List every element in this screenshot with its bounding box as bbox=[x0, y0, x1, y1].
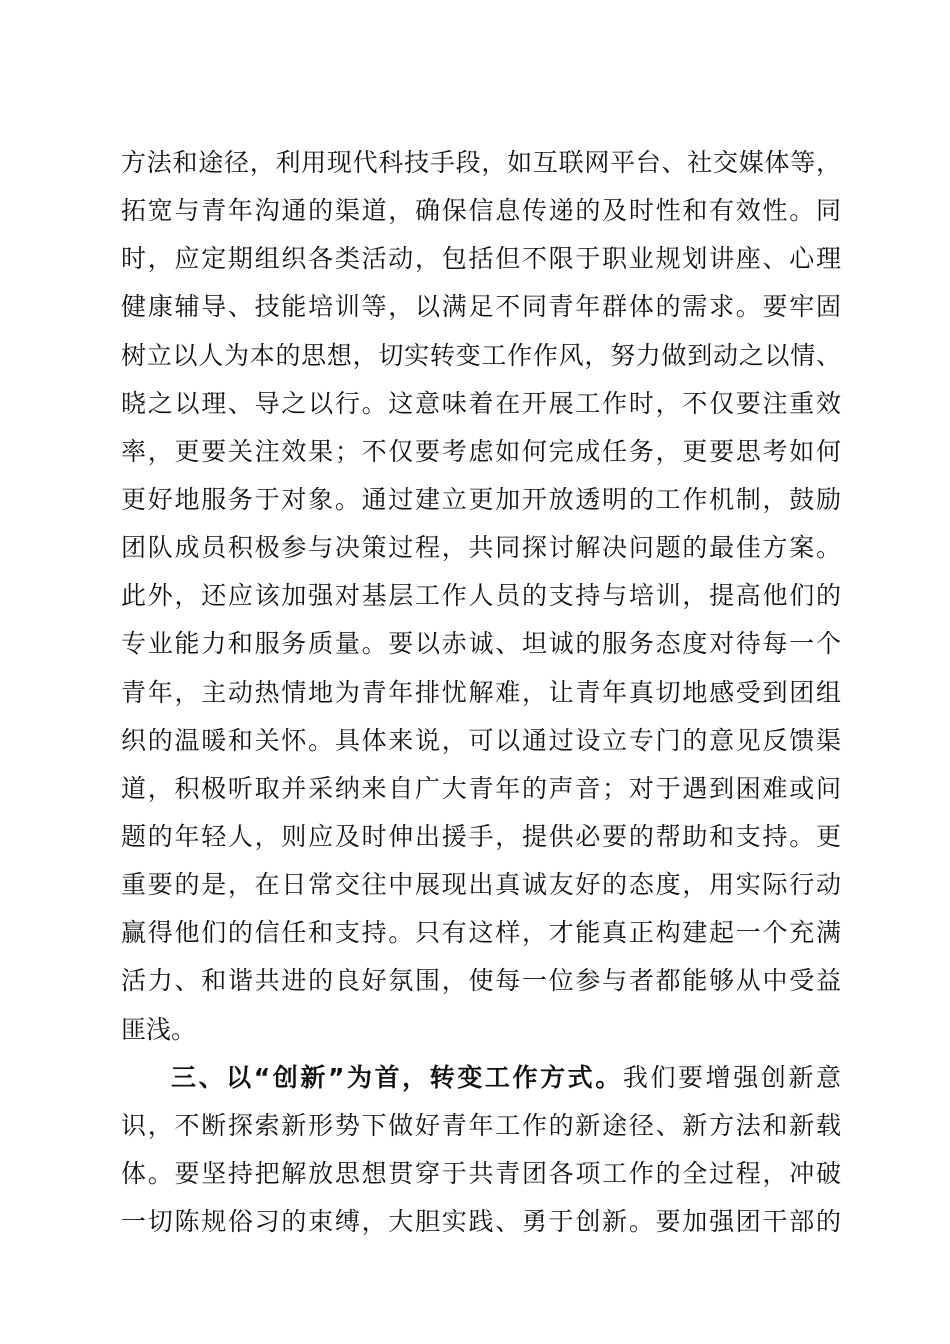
text-line: 此外，还应该加强对基层工作人员的支持与培训，提高他们的 bbox=[121, 581, 841, 611]
text-line: 团队成员积极参与决策过程，共同探讨解决问题的最佳方案。 bbox=[121, 533, 841, 563]
text-line: 织的温暖和关怀。具体来说，可以通过设立专门的意见反馈渠 bbox=[121, 725, 841, 755]
text-line: 活力、和谐共进的良好氛围，使每一位参与者都能够从中受益 bbox=[121, 966, 841, 996]
text-line: 树立以人为本的思想，切实转变工作作风，努力做到动之以情、 bbox=[121, 340, 841, 370]
text-line: 重要的是，在日常交往中展现出真诚友好的态度，用实际行动 bbox=[121, 870, 841, 900]
text-line: 更好地服务于对象。通过建立更加开放透明的工作机制，鼓励 bbox=[121, 484, 841, 514]
text-line: 识，不断探索新形势下做好青年工作的新途径、新方法和新载 bbox=[121, 1110, 841, 1140]
text-line: 道，积极听取并采纳来自广大青年的声音；对于遇到困难或问 bbox=[121, 773, 841, 803]
text-line: 体。要坚持把解放思想贯穿于共青团各项工作的全过程，冲破 bbox=[121, 1158, 841, 1188]
text-line: 方法和途径，利用现代科技手段，如互联网平台、社交媒体等， bbox=[121, 148, 841, 177]
text-line: 赢得他们的信任和支持。只有这样，才能真正构建起一个充满 bbox=[121, 918, 841, 948]
text-line: 一切陈规俗习的束缚，大胆实践、勇于创新。要加强团干部的 bbox=[121, 1207, 841, 1237]
section-3-first-line-rest: 我们要增强创新意 bbox=[622, 1062, 841, 1092]
text-line: 拓宽与青年沟通的渠道，确保信息传递的及时性和有效性。同 bbox=[121, 196, 841, 226]
text-line: 健康辅导、技能培训等，以满足不同青年群体的需求。要牢固 bbox=[121, 292, 841, 322]
body-text bbox=[121, 139, 841, 1246]
section-3-first-line bbox=[121, 1054, 841, 1102]
text-line: 青年，主动热情地为青年排忧解难，让青年真切地感受到团组 bbox=[121, 677, 841, 707]
text-line: 专业能力和服务质量。要以赤诚、坦诚的服务态度对待每一个 bbox=[121, 629, 841, 659]
text-line: 晓之以理、导之以行。这意味着在开展工作时，不仅要注重效 bbox=[121, 388, 841, 418]
text-line: 时，应定期组织各类活动，包括但不限于职业规划讲座、心理 bbox=[121, 244, 841, 274]
text-line: 题的年轻人，则应及时伸出援手，提供必要的帮助和支持。更 bbox=[121, 821, 841, 851]
section-3-heading: 三、以“创新”为首，转变工作方式。 bbox=[171, 1062, 623, 1092]
text-line: 率，更要关注效果；不仅要考虑如何完成任务，更要思考如何 bbox=[121, 436, 841, 466]
text-line: 匪浅。 bbox=[121, 1014, 197, 1044]
